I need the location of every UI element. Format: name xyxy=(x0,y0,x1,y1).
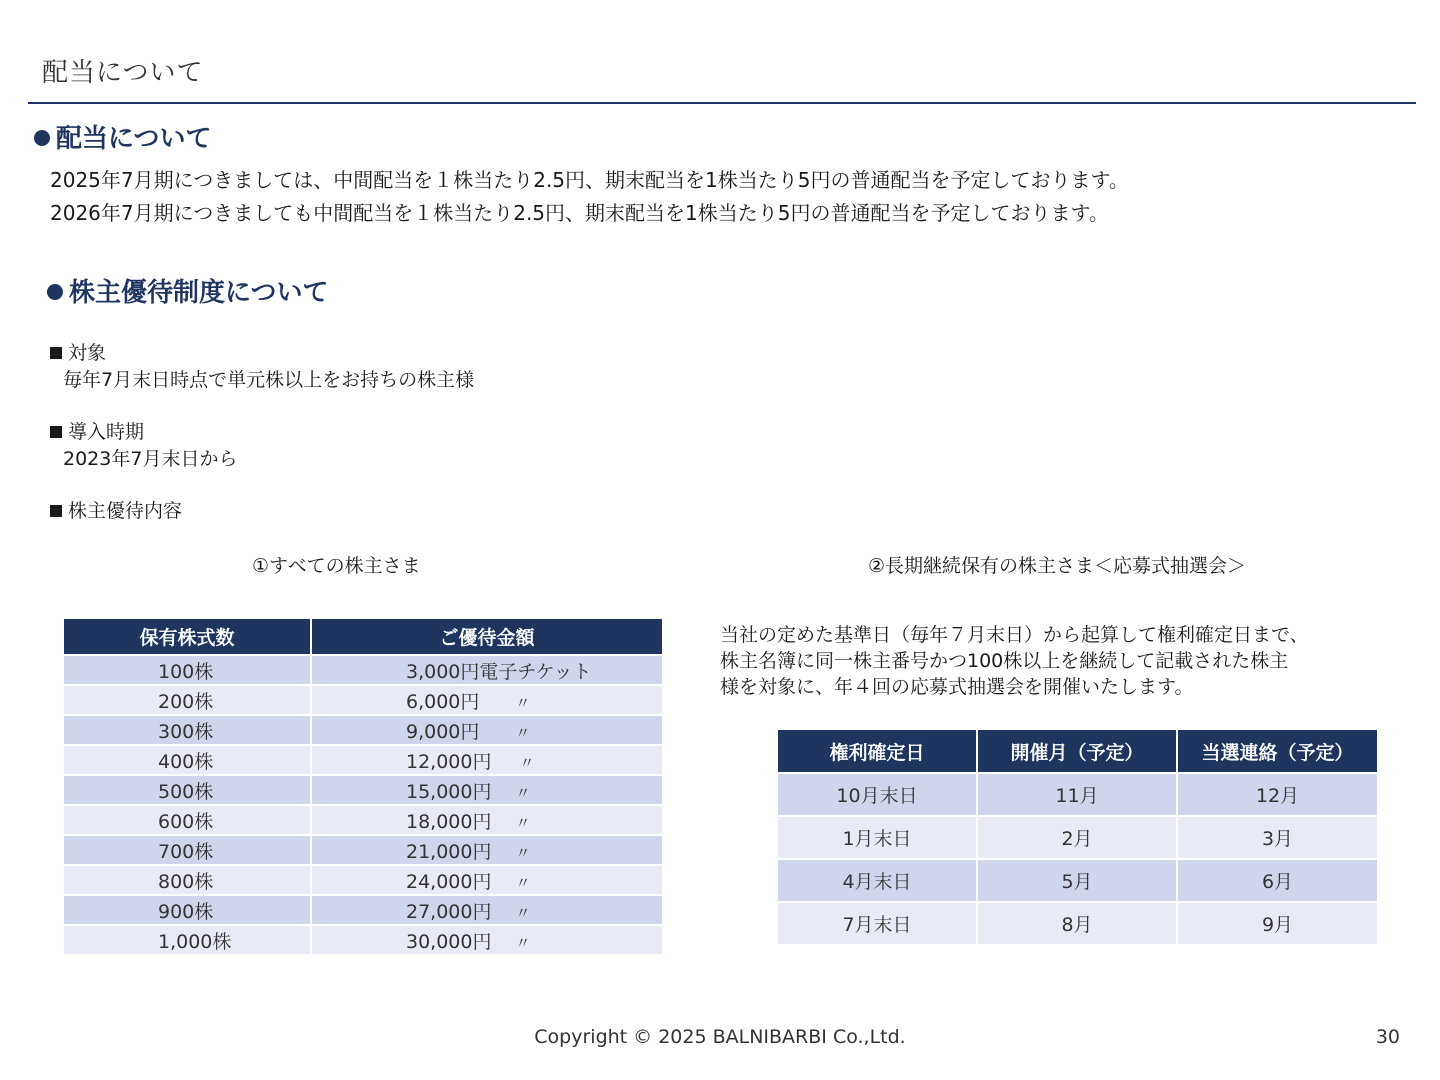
shares-cell: 1,000株 xyxy=(63,925,311,955)
bullet-dot-icon xyxy=(34,130,50,146)
table-row xyxy=(777,902,1378,945)
amount-text: 9,000円 xyxy=(406,720,480,743)
table-row xyxy=(777,859,1378,902)
section2-desc-2: 株主名簿に同一株主番号かつ100株以上を継続して記載された株主 xyxy=(720,650,1289,672)
lottery-schedule-table xyxy=(776,728,1379,946)
event-month-cell: 11月 xyxy=(977,773,1177,816)
winner-notice-cell: 6月 xyxy=(1177,859,1378,902)
section1-title: ①すべての株主さま xyxy=(252,555,421,577)
ditto-mark: 〃 xyxy=(515,873,531,892)
ditto-mark: 〃 xyxy=(519,753,535,772)
dividend-line-1: 2025年7月期につきましては、中間配当を１株当たり2.5円、期末配当を1株当たり5円の普通配当を予定しております。 xyxy=(50,168,1129,192)
amount-cell xyxy=(311,715,663,745)
winner-notice-cell: 9月 xyxy=(1177,902,1378,945)
dividend-heading-text: 配当について xyxy=(56,124,212,154)
intro-value: 2023年7月末日から xyxy=(63,448,238,470)
amount-text: 27,000円 xyxy=(406,900,492,923)
shares-cell: 900株 xyxy=(63,895,311,925)
header-amount: ご優待金額 xyxy=(311,618,663,655)
amount-text: 6,000円 xyxy=(406,690,480,713)
shares-cell: 200株 xyxy=(63,685,311,715)
table-header-row xyxy=(63,618,663,655)
ditto-mark: 〃 xyxy=(515,933,531,952)
header-event-month: 開催月（予定） xyxy=(977,729,1177,773)
table-row xyxy=(63,835,663,865)
table-row xyxy=(777,816,1378,859)
amount-cell xyxy=(311,925,663,955)
amount-text: 18,000円 xyxy=(406,810,492,833)
table-row xyxy=(63,925,663,955)
table-row xyxy=(63,745,663,775)
benefit-heading xyxy=(47,272,328,309)
square-bullet-icon xyxy=(50,426,62,438)
winner-notice-cell: 3月 xyxy=(1177,816,1378,859)
table-row xyxy=(63,805,663,835)
amount-text: 15,000円 xyxy=(406,780,492,803)
ditto-mark: 〃 xyxy=(515,903,531,922)
shares-cell: 300株 xyxy=(63,715,311,745)
header-record-date: 権利確定日 xyxy=(777,729,977,773)
shares-cell: 500株 xyxy=(63,775,311,805)
table-header-row xyxy=(777,729,1378,773)
amount-cell xyxy=(311,745,663,775)
shares-cell: 600株 xyxy=(63,805,311,835)
section2-desc-3: 様を対象に、年４回の応募式抽選会を開催いたします。 xyxy=(720,676,1194,698)
header-winner-notice: 当選連絡（予定） xyxy=(1177,729,1378,773)
amount-text: 24,000円 xyxy=(406,870,492,893)
ditto-mark: 〃 xyxy=(515,693,531,712)
title-divider xyxy=(28,102,1416,104)
section2-desc-1: 当社の定めた基準日（毎年７月末日）から起算して権利確定日まで、 xyxy=(720,624,1309,646)
amount-cell xyxy=(311,805,663,835)
table-row xyxy=(777,773,1378,816)
amount-cell xyxy=(311,865,663,895)
table-row xyxy=(63,685,663,715)
dividend-heading xyxy=(34,118,211,155)
record-date-cell: 1月末日 xyxy=(777,816,977,859)
event-month-cell: 2月 xyxy=(977,816,1177,859)
record-date-cell: 4月末日 xyxy=(777,859,977,902)
amount-cell xyxy=(311,775,663,805)
shares-cell: 400株 xyxy=(63,745,311,775)
shares-cell: 700株 xyxy=(63,835,311,865)
ditto-mark: 〃 xyxy=(515,843,531,862)
bullet-dot-icon xyxy=(47,284,63,300)
intro-label xyxy=(50,419,144,445)
winner-notice-cell: 12月 xyxy=(1177,773,1378,816)
amount-cell xyxy=(311,835,663,865)
square-bullet-icon xyxy=(50,505,62,517)
content-label xyxy=(50,498,182,524)
table-row xyxy=(63,715,663,745)
event-month-cell: 5月 xyxy=(977,859,1177,902)
ditto-mark: 〃 xyxy=(515,723,531,742)
shares-cell: 100株 xyxy=(63,655,311,685)
section2-title: ②長期継続保有の株主さま＜応募式抽選会＞ xyxy=(868,555,1247,577)
amount-text: 21,000円 xyxy=(406,840,492,863)
record-date-cell: 10月末日 xyxy=(777,773,977,816)
dividend-line-2: 2026年7月期につきましても中間配当を１株当たり2.5円、期末配当を1株当たり5円の普通配当を予定しております。 xyxy=(50,201,1109,225)
amount-text: 30,000円 xyxy=(406,930,492,953)
amount-text: 12,000円 xyxy=(406,750,492,773)
page-title: 配当について xyxy=(42,58,204,88)
target-value: 毎年7月末日時点で単元株以上をお持ちの株主様 xyxy=(63,369,475,391)
ditto-mark: 〃 xyxy=(515,813,531,832)
target-label-text: 対象 xyxy=(68,342,107,364)
benefit-heading-text: 株主優待制度について xyxy=(69,278,329,308)
copyright-footer: Copyright © 2025 BALNIBARBI Co.,Ltd. xyxy=(534,1026,906,1048)
amount-cell xyxy=(311,685,663,715)
intro-label-text: 導入時期 xyxy=(68,421,145,443)
event-month-cell: 8月 xyxy=(977,902,1177,945)
page-number: 30 xyxy=(1375,1026,1400,1048)
header-shares: 保有株式数 xyxy=(63,618,311,655)
amount-cell xyxy=(311,895,663,925)
target-label xyxy=(50,340,106,366)
ditto-mark: 〃 xyxy=(515,783,531,802)
table-row xyxy=(63,895,663,925)
shares-cell: 800株 xyxy=(63,865,311,895)
content-label-text: 株主優待内容 xyxy=(68,500,183,522)
table-row xyxy=(63,775,663,805)
amount-text: 3,000円電子チケット xyxy=(406,660,592,683)
amount-cell xyxy=(311,655,663,685)
square-bullet-icon xyxy=(50,347,62,359)
table-row xyxy=(63,655,663,685)
all-shareholders-table xyxy=(62,617,664,956)
table-row xyxy=(63,865,663,895)
record-date-cell: 7月末日 xyxy=(777,902,977,945)
